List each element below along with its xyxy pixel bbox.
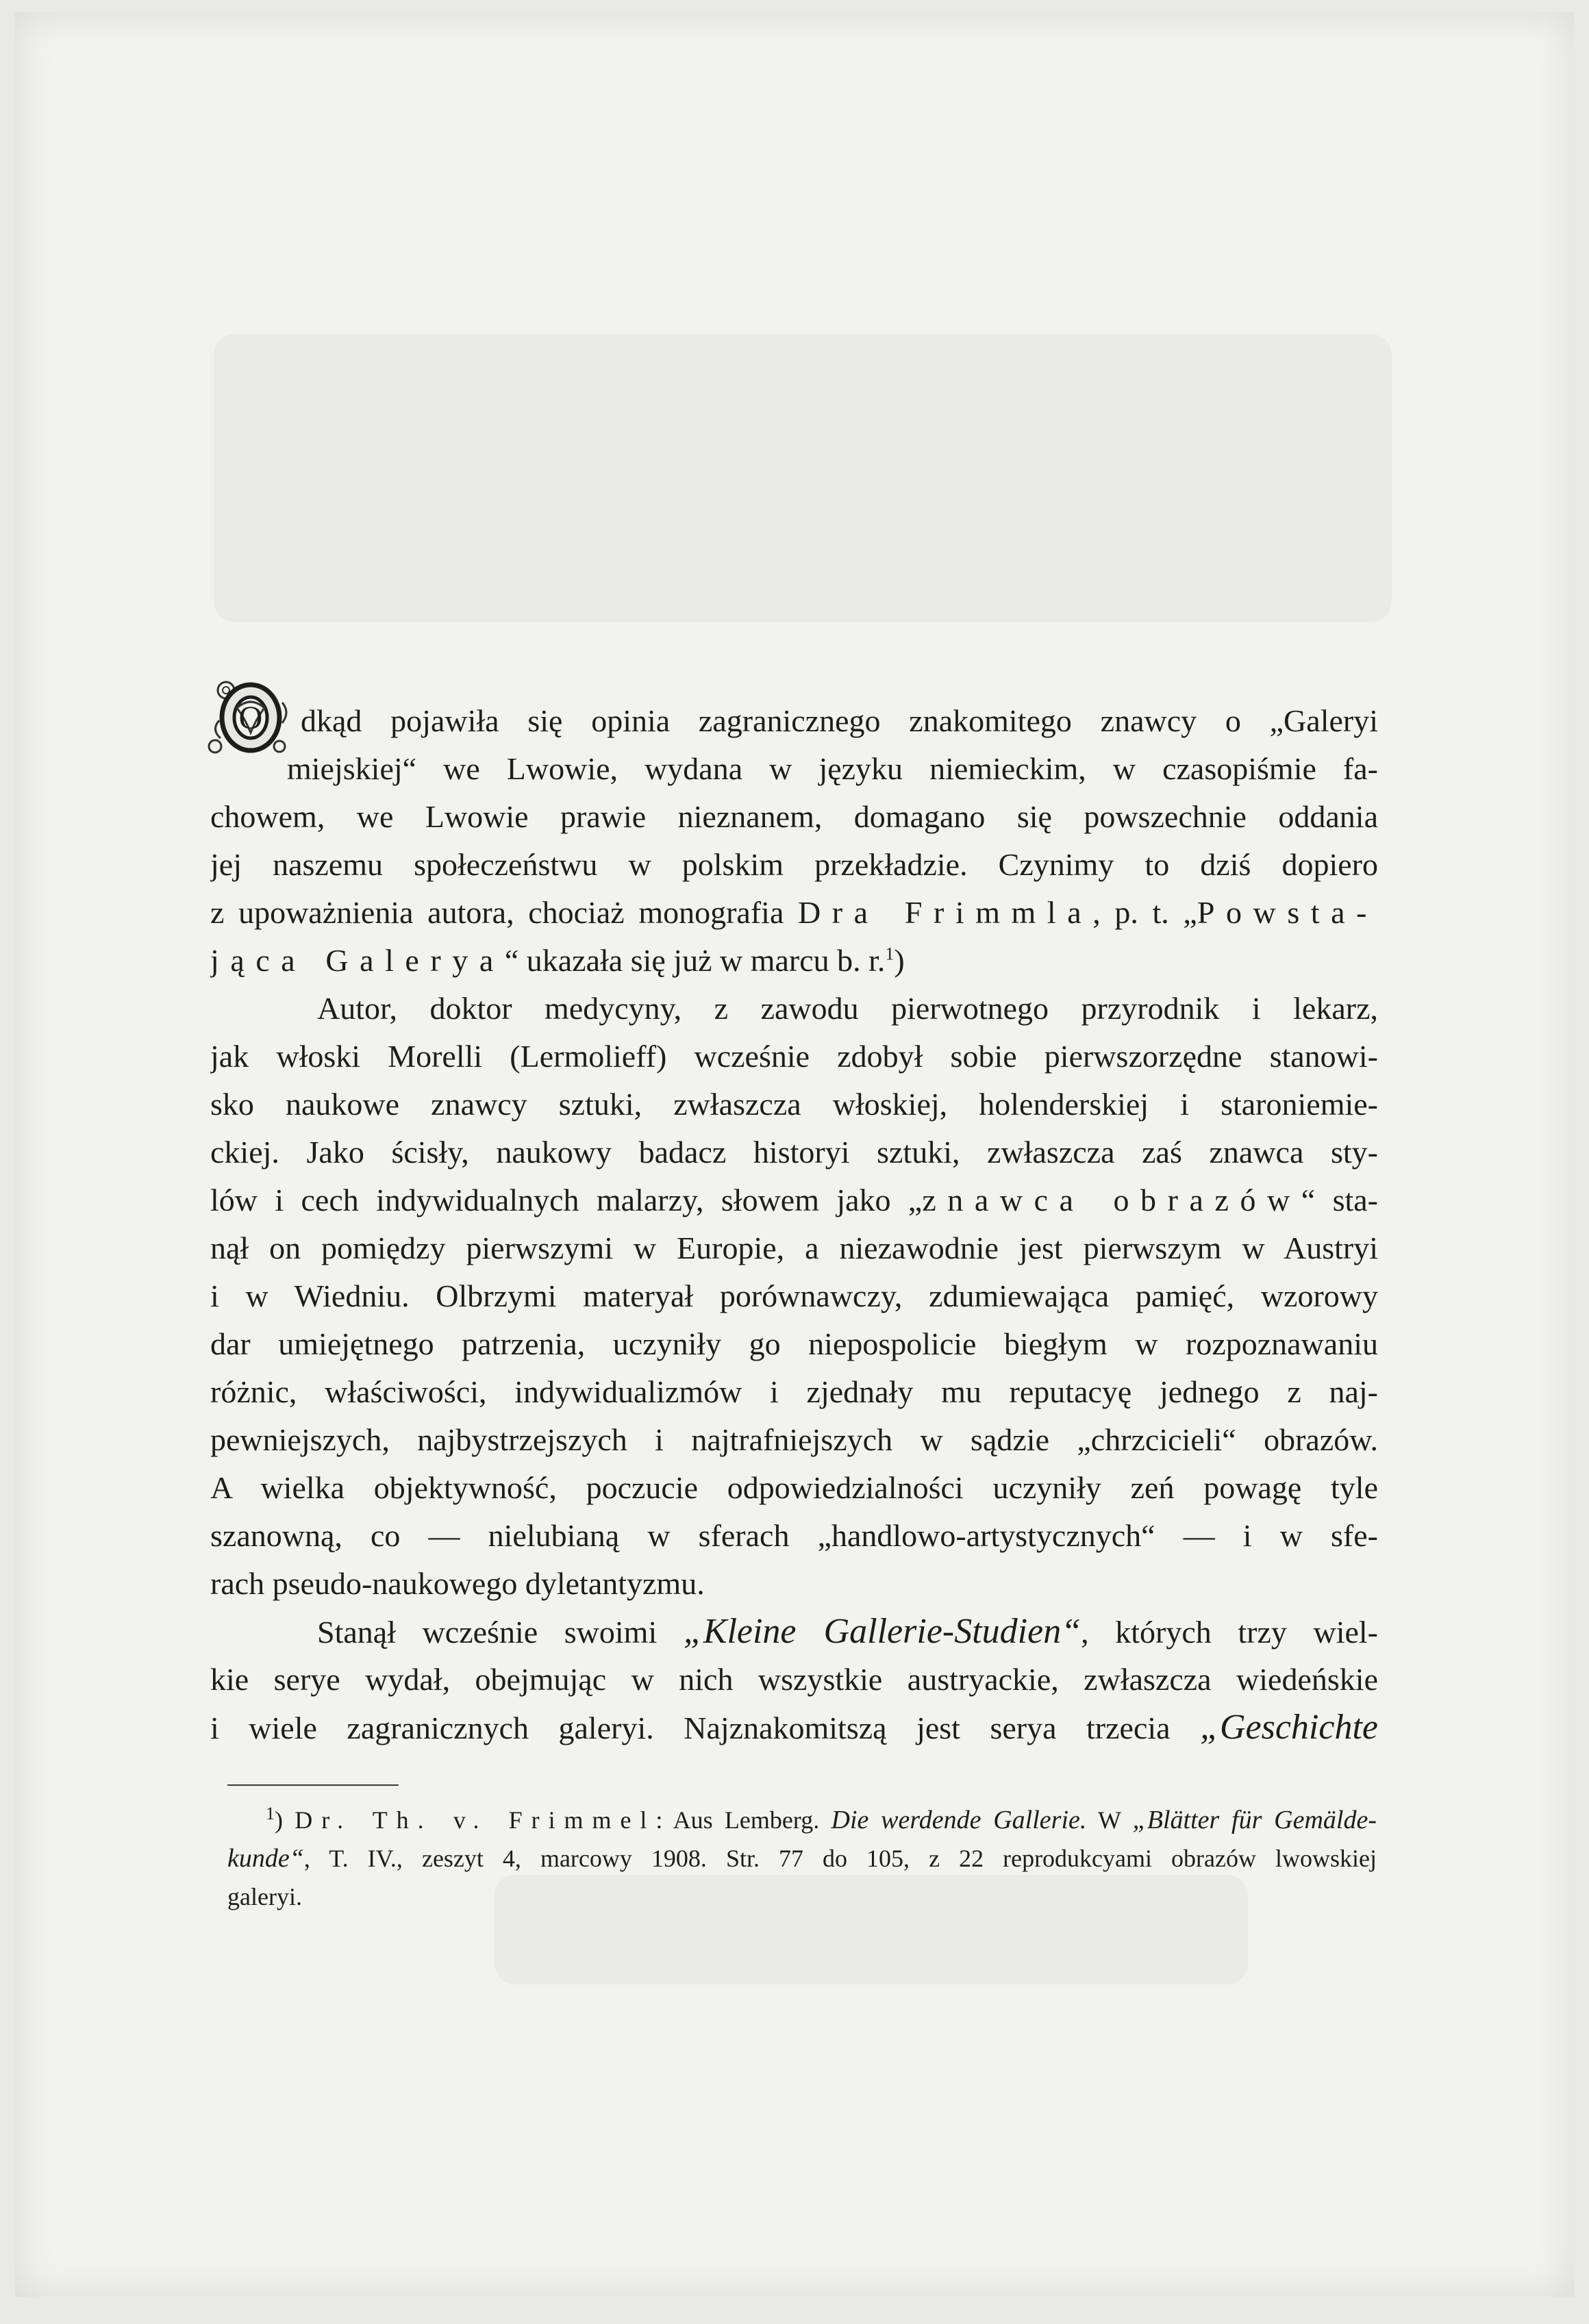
footnote-line: kunde“, T. IV., zeszyt 4, marcowy 1908. Str. 77 do 105, z 22 reprodukcyami obrazów lwowskiej [227,1844,1377,1873]
show-through-shadow [214,334,1392,622]
text-line: Autor, doktor medycyny, z zawodu pierwotnego przyrodnik i lekarz, [317,991,1378,1026]
footnote-divider [227,1784,399,1786]
text-line: jak włoski Morelli (Lermolieff) wcześnie zdobył sobie pierwszorzędne stanowi- [210,1039,1378,1074]
text-line: kie serye wydał, obejmując w nich wszystkie austryackie, zwłaszcza wiedeńskie [210,1662,1378,1697]
footnote-reference: 1 [885,944,894,964]
text-line: różnic, właściwości, indywidualizmów i zjednały mu reputacyę jednego z naj- [210,1374,1378,1409]
document-page [15,12,1574,2297]
text-line: i w Wiedniu. Olbrzymi materyał porównawczy, zdumiewająca pamięć, wzorowy [210,1278,1378,1313]
footnote-line: $^1$) Dr. Th. v. Frimmel: Aus Lemberg. Die werdende Gallerie. W „Blätter für Gemälde- [266,1804,1377,1834]
text-line: A wielka objektywność, poczucie odpowiedzialności uczyniły zeń powagę tyle [210,1470,1378,1505]
text-line: rach pseudo-naukowego dyletantyzmu. [210,1566,705,1601]
text-line: nął on pomiędzy pierwszymi w Europie, a niezawodnie jest pierwszym w Austryi [210,1230,1378,1265]
main-text [210,697,1378,1752]
text-line: ckiej. Jako ścisły, naukowy badacz historyi sztuki, zwłaszcza zaś znawca sty- [210,1135,1378,1170]
text-line: jąca Galerya“ ukazała się już w marcu b. r.$^1$) [210,943,905,978]
text-line: chowem, we Lwowie prawie nieznanem, domagano się powszechnie oddania [210,799,1378,834]
svg-text:O: O [238,700,263,736]
text-line: lów i cech indywidualnych malarzy, słowem jako „znawca obrazów“ sta- [210,1183,1378,1217]
text-line: dkąd pojawiła się opinia zagranicznego znakomitego znawcy o „Galeryi [301,703,1378,738]
footnotes [227,1801,1377,1916]
footnote-line: galeryi. [227,1883,302,1910]
text-line: pewniejszych, najbystrzejszych i najtrafniejszych w sądzie „chrzcicieli“ obrazów. [210,1422,1378,1457]
text-line: szanowną, co — nielubianą w sferach „handlowo-artystycznych“ — i w sfe- [210,1518,1378,1553]
text-line: dar umiejętnego patrzenia, uczyniły go niepospolicie biegłym w rozpoznawaniu [210,1326,1378,1361]
text-line: Stanął wcześnie swoimi „Kleine Gallerie-Studien“, których trzy wiel- [317,1612,1378,1651]
text-line: z upoważnienia autora, chociaż monografia Dra Frimmla, p. t. „Powsta- [210,895,1378,930]
text-line: jej naszemu społeczeństwu w polskim przekładzie. Czynimy to dziś dopiero [210,847,1378,882]
text-line: sko naukowe znawcy sztuki, zwłaszcza włoskiej, holenderskiej i staroniemie- [210,1087,1378,1122]
text-line: i wiele zagranicznych galeryi. Najznakomitszą jest serya trzecia „Geschichte [210,1708,1378,1747]
text-line: miejskiej“ we Lwowie, wydana w języku niemieckim, w czasopiśmie fa- [287,751,1378,786]
